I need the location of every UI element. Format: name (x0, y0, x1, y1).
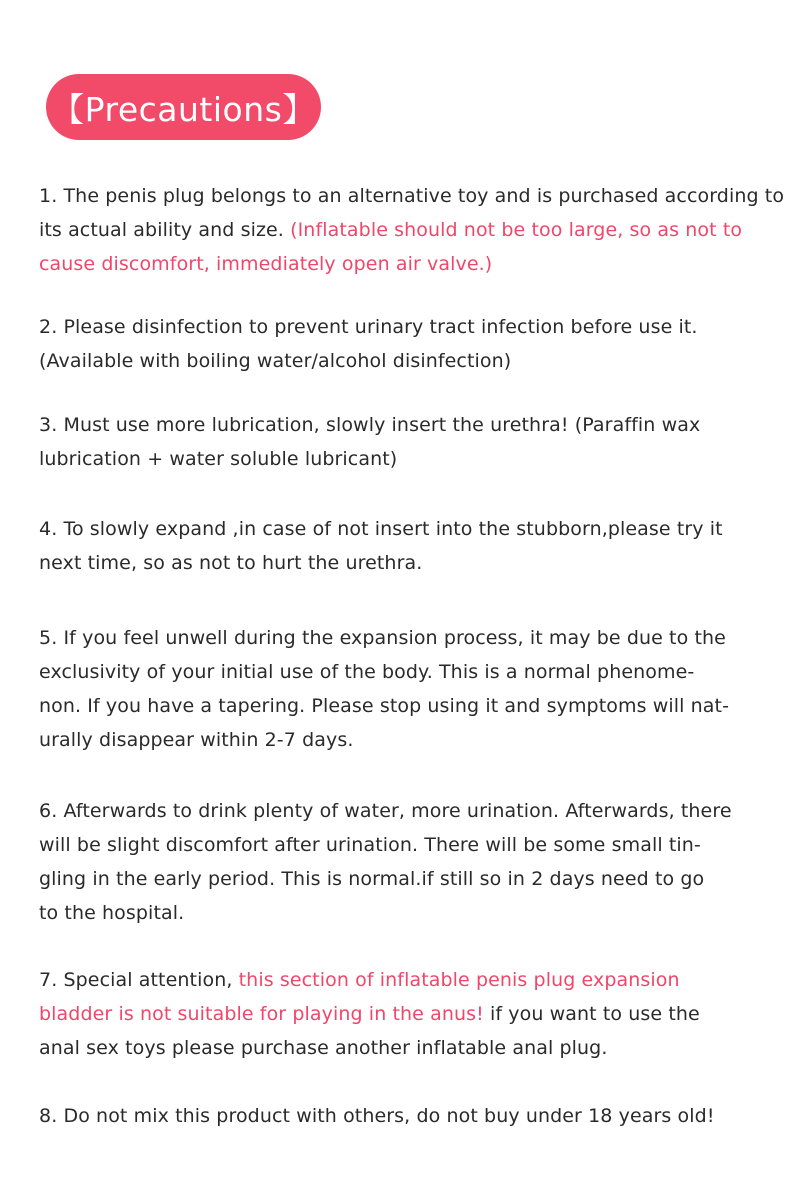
precaution-4-line-1: 4. To slowly expand ,in case of not insert into the stubborn,please try it (39, 518, 723, 540)
precaution-7-text-cont: if you want to use the (483, 1003, 700, 1025)
precaution-5-line-1: 5. If you feel unwell during the expansion process, it may be due to the (39, 627, 726, 649)
precaution-6-line-3: gling in the early period. This is normal.if still so in 2 days need to go (39, 868, 705, 890)
precaution-5-line-4: urally disappear within 2-7 days. (39, 729, 354, 751)
precaution-8-line-1: 8. Do not mix this product with others, do not buy under 18 years old! (39, 1105, 715, 1127)
precaution-1-text: its actual ability and size. (39, 219, 291, 241)
precaution-7-line-2 (39, 997, 800, 1031)
precaution-1-line-1: 1. The penis plug belongs to an alternative toy and is purchased according to (39, 185, 785, 207)
precaution-6-line-2: will be slight discomfort after urination. There will be some small tin- (39, 834, 701, 856)
precaution-item-5 (39, 621, 800, 757)
precaution-6-line-1: 6. Afterwards to drink plenty of water, more urination. Afterwards, there (39, 800, 732, 822)
precaution-7-highlight-start: this section of inflatable penis plug expansion (238, 969, 680, 991)
precaution-item-1 (39, 179, 800, 281)
precaution-2-line-1: 2. Please disinfection to prevent urinary tract infection before use it. (39, 316, 698, 338)
precautions-title-badge (46, 74, 321, 140)
precaution-1-highlight: (Inflatable should not be too large, so as not to (290, 219, 743, 241)
precaution-3-line-2: lubrication + water soluble lubricant) (39, 448, 398, 470)
precaution-item-4 (39, 512, 800, 580)
precaution-6-line-4: to the hospital. (39, 902, 185, 924)
precaution-2-line-2: (Available with boiling water/alcohol disinfection) (39, 350, 512, 372)
precaution-item-6 (39, 794, 800, 930)
precaution-7-line-1 (39, 963, 800, 997)
precaution-1-line-2 (39, 213, 800, 247)
precaution-5-line-3: non. If you have a tapering. Please stop using it and symptoms will nat- (39, 695, 730, 717)
precaution-5-line-2: exclusivity of your initial use of the body. This is a normal phenome- (39, 661, 695, 683)
precaution-1-line-3: cause discomfort, immediately open air valve.) (39, 253, 493, 275)
precaution-7-highlight-end: bladder is not suitable for playing in the anus! (39, 1003, 484, 1025)
precaution-item-2 (39, 310, 800, 378)
precaution-4-line-2: next time, so as not to hurt the urethra. (39, 552, 423, 574)
precaution-7-line-3: anal sex toys please purchase another inflatable anal plug. (39, 1037, 608, 1059)
precaution-3-line-1: 3. Must use more lubrication, slowly insert the urethra! (Paraffin wax (39, 414, 701, 436)
precaution-item-3 (39, 408, 800, 476)
precaution-item-7 (39, 963, 800, 1065)
precaution-item-8 (39, 1099, 800, 1133)
precautions-title: 【Precautions】 (51, 89, 316, 129)
precaution-7-text: 7. Special attention, (39, 969, 239, 991)
